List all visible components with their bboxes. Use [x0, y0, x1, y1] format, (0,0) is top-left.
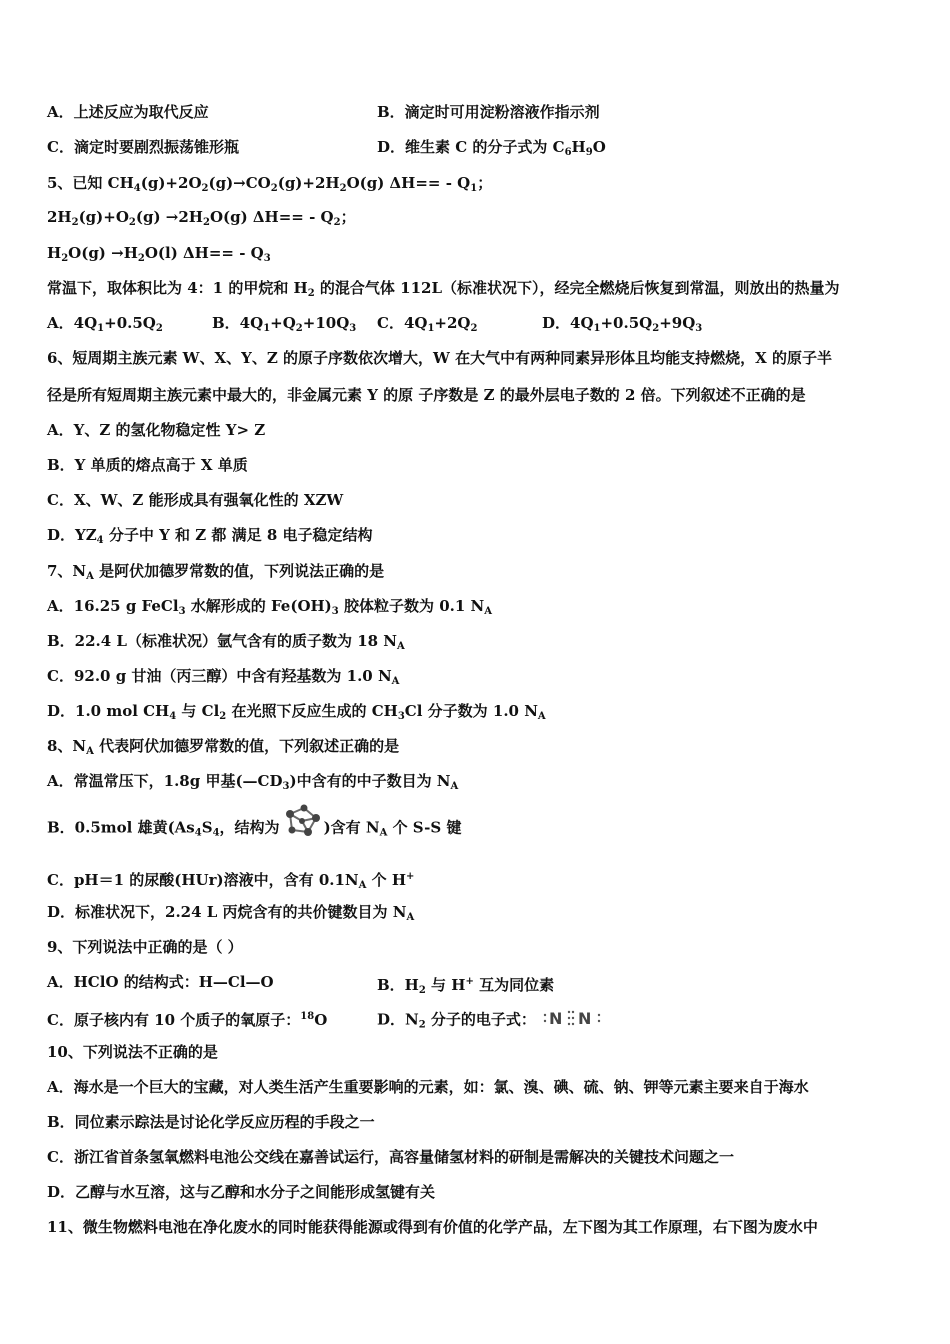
- q4-option-a: A．上述反应为取代反应: [47, 103, 209, 121]
- q5-option-b: B．$4Q_1+Q_2+10Q_3$: [212, 314, 357, 334]
- q8-stem: 8、$N_A$ 代表阿伏加德罗常数的值，下列叙述正确的是: [47, 737, 400, 757]
- q7-stem: 7、$N_A$ 是阿伏加德罗常数的值，下列说法正确的是: [47, 562, 385, 582]
- q6-stem-line-2: 径是所有短周期主族元素中最大的，非金属元素 Y 的原 子序数是 Z 的最外层电子数的 2 倍。下列叙述不正确的是: [47, 386, 806, 404]
- q6-stem-line-1: 6、短周期主族元素 W、X、Y、Z 的原子序数依次增大，W 在大气中有两种同素异形体且均能支持燃烧，X 的原子半: [47, 349, 832, 367]
- svg-text:N: N: [577, 1009, 592, 1028]
- q9-option-c: C．原子核内有 10 个质子的氧原子：$^{18}$O: [47, 1011, 328, 1029]
- q6-option-b: B．Y 单质的熔点高于 X 单质: [47, 456, 248, 474]
- q4-option-d: D．维生素 C 的分子式为 $C_6H_9O$: [377, 138, 606, 158]
- q8-option-d: D．标准状况下，2.24 L 丙烷含有的共价键数目为 $N_A$: [47, 903, 415, 923]
- as4s4-structure-image: [282, 804, 322, 853]
- q5-stem: 常温下，取体积比为 4：1 的甲烷和 $H_2$ 的混合气体 112L（标准状况下），经完全燃烧后恢复到常温，则放出的热量为: [47, 279, 840, 299]
- q8-option-b: B．0.5mol 雄黄($As_4S_4$，结构为 )含有 $N_A$ 个 S-S 键: [47, 804, 461, 854]
- q6-option-a: A．Y、Z 的氢化物稳定性 Y> Z: [47, 421, 266, 439]
- q5-option-a: A．$4Q_1+0.5Q_2$: [47, 314, 163, 334]
- q10-option-a: A．海水是一个巨大的宝藏，对人类生活产生重要影响的元素，如：氯、溴、碘、硫、钠、钾等元素主要来自于海水: [47, 1078, 809, 1096]
- q5-equation-3: $H_2O(g) \to H_2O(l)$ $\Delta H== - Q_3$: [47, 244, 271, 264]
- q11-stem: 11、微生物燃料电池在净化废水的同时能获得能源或得到有价值的化学产品，左下图为其工作原理，右下图为废水中: [47, 1218, 818, 1236]
- q8-option-c: C．pH＝1 的尿酸(HUr)溶液中，含有 $0.1N_A$ 个 H+: [47, 871, 415, 891]
- q4-option-b: B．滴定时可用淀粉溶液作指示剂: [377, 103, 600, 121]
- q9-option-a: A．HClO 的结构式：H—Cl—O: [47, 973, 274, 991]
- q8-option-a: A．常温常压下，1.8g 甲基$(—CD_3)$中含有的中子数目为 $N_A$: [47, 772, 459, 792]
- q10-stem: 10、下列说法不正确的是: [47, 1043, 218, 1061]
- q5-option-c: C．$4Q_1+2Q_2$: [377, 314, 478, 334]
- q7-option-c: C．92.0 g 甘油（丙三醇）中含有羟基数为 1.0 $N_A$: [47, 667, 400, 687]
- q4-option-c: C．滴定时要剧烈振荡锥形瓶: [47, 138, 239, 156]
- q9-option-d: D．$N_2$ 分子的电子式： N N: [377, 1007, 604, 1036]
- q7-option-d: D．1.0 mol $CH_4$ 与 $Cl_2$ 在光照下反应生成的 $CH_3Cl$ 分子数为 1.0 $N_A$: [47, 702, 546, 722]
- q6-option-c: C．X、W、Z 能形成具有强氧化性的 XZW: [47, 491, 344, 509]
- q7-option-a: A．16.25 g FeCl$_3$ 水解形成的 $Fe(OH)_3$ 胶体粒子数为 0.1 $N_A$: [47, 597, 493, 617]
- q10-option-c: C．浙江省首条氢氧燃料电池公交线在嘉善试运行，高容量储氢材料的研制是需解决的关键技术问题之一: [47, 1148, 734, 1166]
- q10-option-d: D．乙醇与水互溶，这与乙醇和水分子之间能形成氢键有关: [47, 1183, 436, 1201]
- q6-option-d: D．$YZ_4$ 分子中 Y 和 Z 都 满足 8 电子稳定结构: [47, 526, 373, 546]
- q5-equation-1: 5、已知 $CH_4(g)+2O_2(g)\to CO_2(g)+2H_2O(g)$ $\Delta H== - Q_1$；: [47, 174, 493, 194]
- q9-stem: 9、下列说法中正确的是（ ）: [47, 938, 243, 956]
- n2-lewis-structure: [542, 1007, 604, 1034]
- q10-option-b: B．同位素示踪法是讨论化学反应历程的手段之一: [47, 1113, 375, 1131]
- svg-text:N: N: [548, 1009, 563, 1028]
- q5-equation-2: $2H_2(g)+O_2(g) \to 2H_2O(g)$ $\Delta H== - Q_2$；: [47, 208, 356, 228]
- q9-option-b: B．$H_2$ 与 H+ 互为同位素: [377, 976, 555, 996]
- q7-option-b: B．22.4 L（标准状况）氩气含有的质子数为 18 $N_A$: [47, 632, 405, 652]
- q5-option-d: D．$4Q_1+0.5Q_2+9Q_3$: [542, 314, 703, 334]
